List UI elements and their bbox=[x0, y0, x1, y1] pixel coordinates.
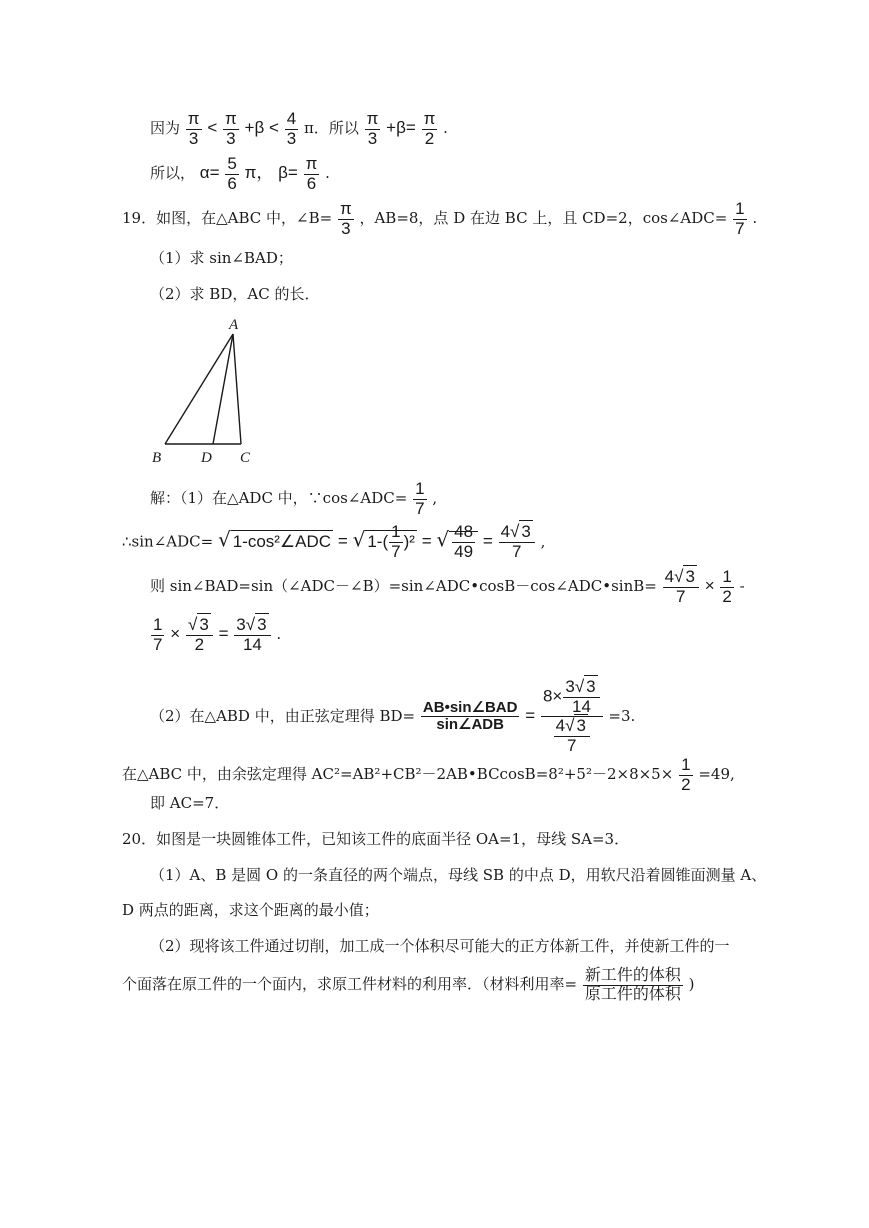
label-a: A bbox=[229, 317, 239, 333]
q19-part1: （1）求 sin∠BAD； bbox=[150, 249, 293, 267]
label-c: C bbox=[240, 450, 251, 466]
radical-sign: √ bbox=[217, 527, 231, 552]
text: +β= bbox=[386, 118, 416, 138]
text: =49, bbox=[698, 765, 735, 784]
radical-sign: √ bbox=[352, 527, 366, 552]
less-than: < bbox=[207, 118, 218, 138]
fraction-pi-over-3: $\frac{\pi}{3}$ bbox=[366, 109, 379, 148]
text: 解：（1）在△ADC 中，∵cos∠ADC= bbox=[150, 489, 408, 508]
fraction-compound: 8× $\frac{3√ 3}{14}$ $\frac{4√ 3}{7}$ bbox=[541, 678, 603, 756]
fraction-1-over-2: $\frac{1}{2}$ bbox=[722, 567, 732, 606]
text: π．所以 bbox=[304, 119, 359, 138]
less-than: < bbox=[269, 118, 279, 138]
fraction-3root3-over-14: $\frac{3√ 3}{14}$ bbox=[234, 616, 270, 654]
text: =3. bbox=[608, 706, 636, 725]
text: ，AB=8，点 D 在边 BC 上，且 CD=2，cos∠ADC= bbox=[359, 209, 728, 228]
text: 在△ABC 中，由余弦定理得 AC²=AB²+CB²－2AB•BCcosB=8²+5²－2×8×5× bbox=[122, 765, 674, 784]
equals: = bbox=[525, 705, 536, 725]
q20-part2-line1: （2）现将该工件通过切削，加工成一个体积尽可能大的正方体新工件，并使新工件的一 bbox=[150, 937, 730, 955]
q20-part1-line1: （1）A、B 是圆 O 的一条直径的两个端点，母线 SB 的中点 D，用软尺沿着圆锥面测量 A、 bbox=[150, 866, 767, 884]
sol-line-7: 即 AC=7． bbox=[150, 794, 230, 812]
fraction-pi-over-3: $\frac{\pi}{3}$ bbox=[339, 199, 352, 238]
fraction-pi-over-3: $\frac{\pi}{3}$ bbox=[225, 109, 237, 148]
prev-line-1 bbox=[150, 110, 448, 148]
text: +β bbox=[244, 118, 265, 138]
fraction-4root3-over-7: $\frac{4√ 3}{7}$ bbox=[663, 568, 699, 606]
label-b: B bbox=[152, 450, 162, 466]
fraction-5-over-6: $\frac{5}{6}$ bbox=[227, 154, 237, 193]
fraction-1-over-7: $\frac{1}{7}$ bbox=[415, 479, 425, 518]
text: 所以， bbox=[150, 164, 196, 183]
triangle-figure bbox=[145, 312, 270, 467]
fraction-1-over-7: $\frac{1}{7}$ bbox=[153, 615, 163, 654]
times: × bbox=[170, 624, 181, 644]
sol-line-3 bbox=[150, 568, 745, 606]
radicand: $\frac{48}{49}$ bbox=[449, 531, 478, 551]
text: . bbox=[276, 625, 282, 644]
beta: β= bbox=[278, 163, 298, 183]
fraction-pi-over-3: $\frac{\pi}{3}$ bbox=[187, 109, 200, 148]
text: 则 sin∠BAD=sin（∠ADC－∠B）=sin∠ADC•cosB－cos∠ADC•sinB= bbox=[150, 577, 657, 596]
fraction-1-over-2: $\frac{1}{2}$ bbox=[681, 755, 691, 794]
fraction-law-of-sines: $\frac{\text{AB•sin∠BAD}}{\text{sin∠ADB}}$ bbox=[422, 698, 518, 734]
text: , bbox=[432, 489, 438, 508]
sol-line-4 bbox=[150, 616, 281, 654]
equals: = bbox=[421, 531, 432, 551]
sol-line-2 bbox=[122, 523, 545, 562]
fraction-pi-over-6: $\frac{\pi}{6}$ bbox=[305, 154, 318, 193]
equals: = bbox=[218, 624, 229, 644]
text: （2）在△ABD 中，由正弦定理得 BD= bbox=[150, 706, 416, 725]
equals: = bbox=[482, 531, 493, 551]
q20-part2-line2 bbox=[122, 967, 695, 1003]
q20-part1-line2: D 两点的距离，求这个距离的最小值； bbox=[122, 901, 379, 919]
q19-part2: （2）求 BD，AC 的长． bbox=[150, 285, 320, 303]
fraction-1-over-7: $\frac{1}{7}$ bbox=[735, 199, 745, 238]
fraction-root3-over-2: $\frac{√ 3}{2}$ bbox=[186, 616, 213, 654]
text: ) bbox=[688, 975, 695, 994]
text: . bbox=[752, 209, 758, 228]
radical-sign: √ bbox=[436, 527, 450, 552]
fraction-pi-over-2: $\frac{\pi}{2}$ bbox=[423, 109, 436, 148]
text: 个面落在原工件的一个面内，求原工件材料的利用率．（材料利用率= bbox=[122, 975, 578, 994]
fraction-4root3-over-7: $\frac{4√ 3}{7}$ bbox=[499, 523, 535, 561]
label-d: D bbox=[201, 450, 212, 466]
q19-stem bbox=[122, 200, 757, 238]
equals: = bbox=[337, 531, 348, 551]
sol-line-6 bbox=[122, 756, 735, 794]
text: . bbox=[325, 164, 330, 183]
text: π， bbox=[244, 163, 274, 183]
text: - bbox=[739, 577, 745, 596]
prev-line-2 bbox=[150, 155, 330, 193]
fraction-4-over-3: $\frac{4}{3}$ bbox=[286, 109, 297, 148]
radicand: 1-cos²∠ADC bbox=[232, 531, 332, 551]
q20-stem: 20．如图是一块圆锥体工件，已知该工件的底面半径 OA=1，母线 SA=3． bbox=[122, 830, 630, 848]
sol-line-1 bbox=[150, 480, 437, 518]
text: 19．如图，在△ABC 中，∠B= bbox=[122, 209, 333, 228]
alpha: α= bbox=[199, 163, 220, 183]
text: ∴sin∠ADC= bbox=[122, 532, 214, 551]
segment-ac bbox=[233, 334, 241, 444]
fraction-utilization: $\frac{\text{新工件的体积}}{\text{原工件的体积}}$ bbox=[584, 967, 681, 1003]
text: 因为 bbox=[150, 119, 181, 138]
radicand: 1-( $\frac{1}{7}$ )² bbox=[367, 522, 415, 561]
text: , bbox=[540, 532, 546, 551]
times: × bbox=[704, 576, 715, 596]
sol-line-5 bbox=[150, 678, 635, 756]
text: . bbox=[443, 119, 448, 138]
